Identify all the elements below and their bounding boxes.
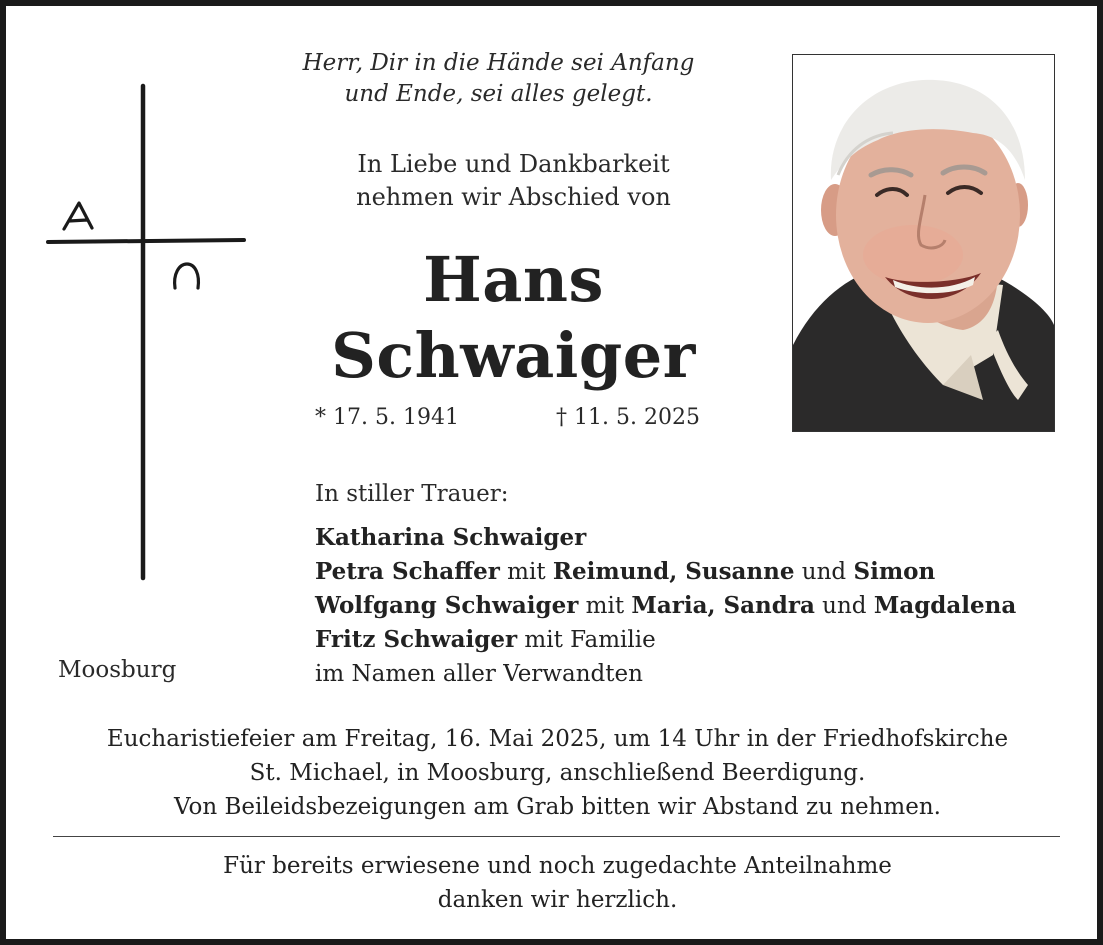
intro-line: In Liebe und Dankbarkeit xyxy=(357,150,670,178)
family-line xyxy=(315,589,1016,623)
death-date: † 11. 5. 2025 xyxy=(556,405,700,430)
last-name: Schwaiger xyxy=(331,319,696,392)
family-name: Wolfgang Schwaiger xyxy=(315,592,579,619)
mourning-label: In stiller Trauer: xyxy=(315,481,509,507)
family-line xyxy=(315,657,1016,691)
family-name: Katharina Schwaiger xyxy=(315,524,587,551)
family-connector: und xyxy=(794,559,854,585)
family-name: Petra Schaffer xyxy=(315,558,500,585)
family-line xyxy=(315,555,1016,589)
service-line: Eucharistiefeier am Freitag, 16. Mai 2025, um 14 Uhr in der Friedhofskirche xyxy=(106,726,1009,752)
service-line: Von Beileidsbezeigungen am Grab bitten wir Abstand zu nehmen. xyxy=(174,794,941,820)
thanks-line: danken wir herzlich. xyxy=(437,887,678,913)
place-name: Moosburg xyxy=(58,657,177,683)
service-info xyxy=(46,722,1069,824)
omega-icon xyxy=(175,264,199,288)
family-name: Magdalena xyxy=(873,592,1017,619)
deceased-name xyxy=(246,242,781,394)
verse-line: und Ende, sei alles gelegt. xyxy=(344,81,653,107)
family-line xyxy=(315,521,1016,555)
family-line xyxy=(315,623,1016,657)
family-connector: mit xyxy=(499,559,553,585)
family-connector: mit xyxy=(578,593,632,619)
family-name: Simon xyxy=(853,558,936,585)
intro-line: nehmen wir Abschied von xyxy=(356,183,671,211)
family-name: Fritz Schwaiger xyxy=(315,626,518,653)
thanks-text xyxy=(46,849,1069,917)
thanks-line: Für bereits erwiesene und noch zugedachte Anteilnahme xyxy=(223,853,892,879)
cross-icon xyxy=(40,78,252,588)
family-connector: und xyxy=(814,593,874,619)
verse-line: Herr, Dir in die Hände sei Anfang xyxy=(302,50,695,76)
cross-vertical-beam xyxy=(143,86,144,578)
first-name: Hans xyxy=(423,243,604,316)
portrait-image xyxy=(793,55,1054,431)
bible-verse xyxy=(246,48,751,110)
service-line: St. Michael, in Moosburg, anschließend Beerdigung. xyxy=(249,760,866,786)
family-name: Reimund, Susanne xyxy=(552,558,795,585)
portrait-photo xyxy=(792,54,1055,432)
cross-horizontal-beam xyxy=(48,240,244,242)
alpha-icon xyxy=(64,203,92,229)
birth-date: * 17. 5. 1941 xyxy=(315,405,459,430)
family-connector: im Namen aller Verwandten xyxy=(315,661,643,687)
family-list xyxy=(315,521,1016,691)
family-connector: mit Familie xyxy=(517,627,656,653)
divider xyxy=(53,836,1060,837)
intro-text xyxy=(246,148,781,214)
family-name: Maria, Sandra xyxy=(631,592,815,619)
